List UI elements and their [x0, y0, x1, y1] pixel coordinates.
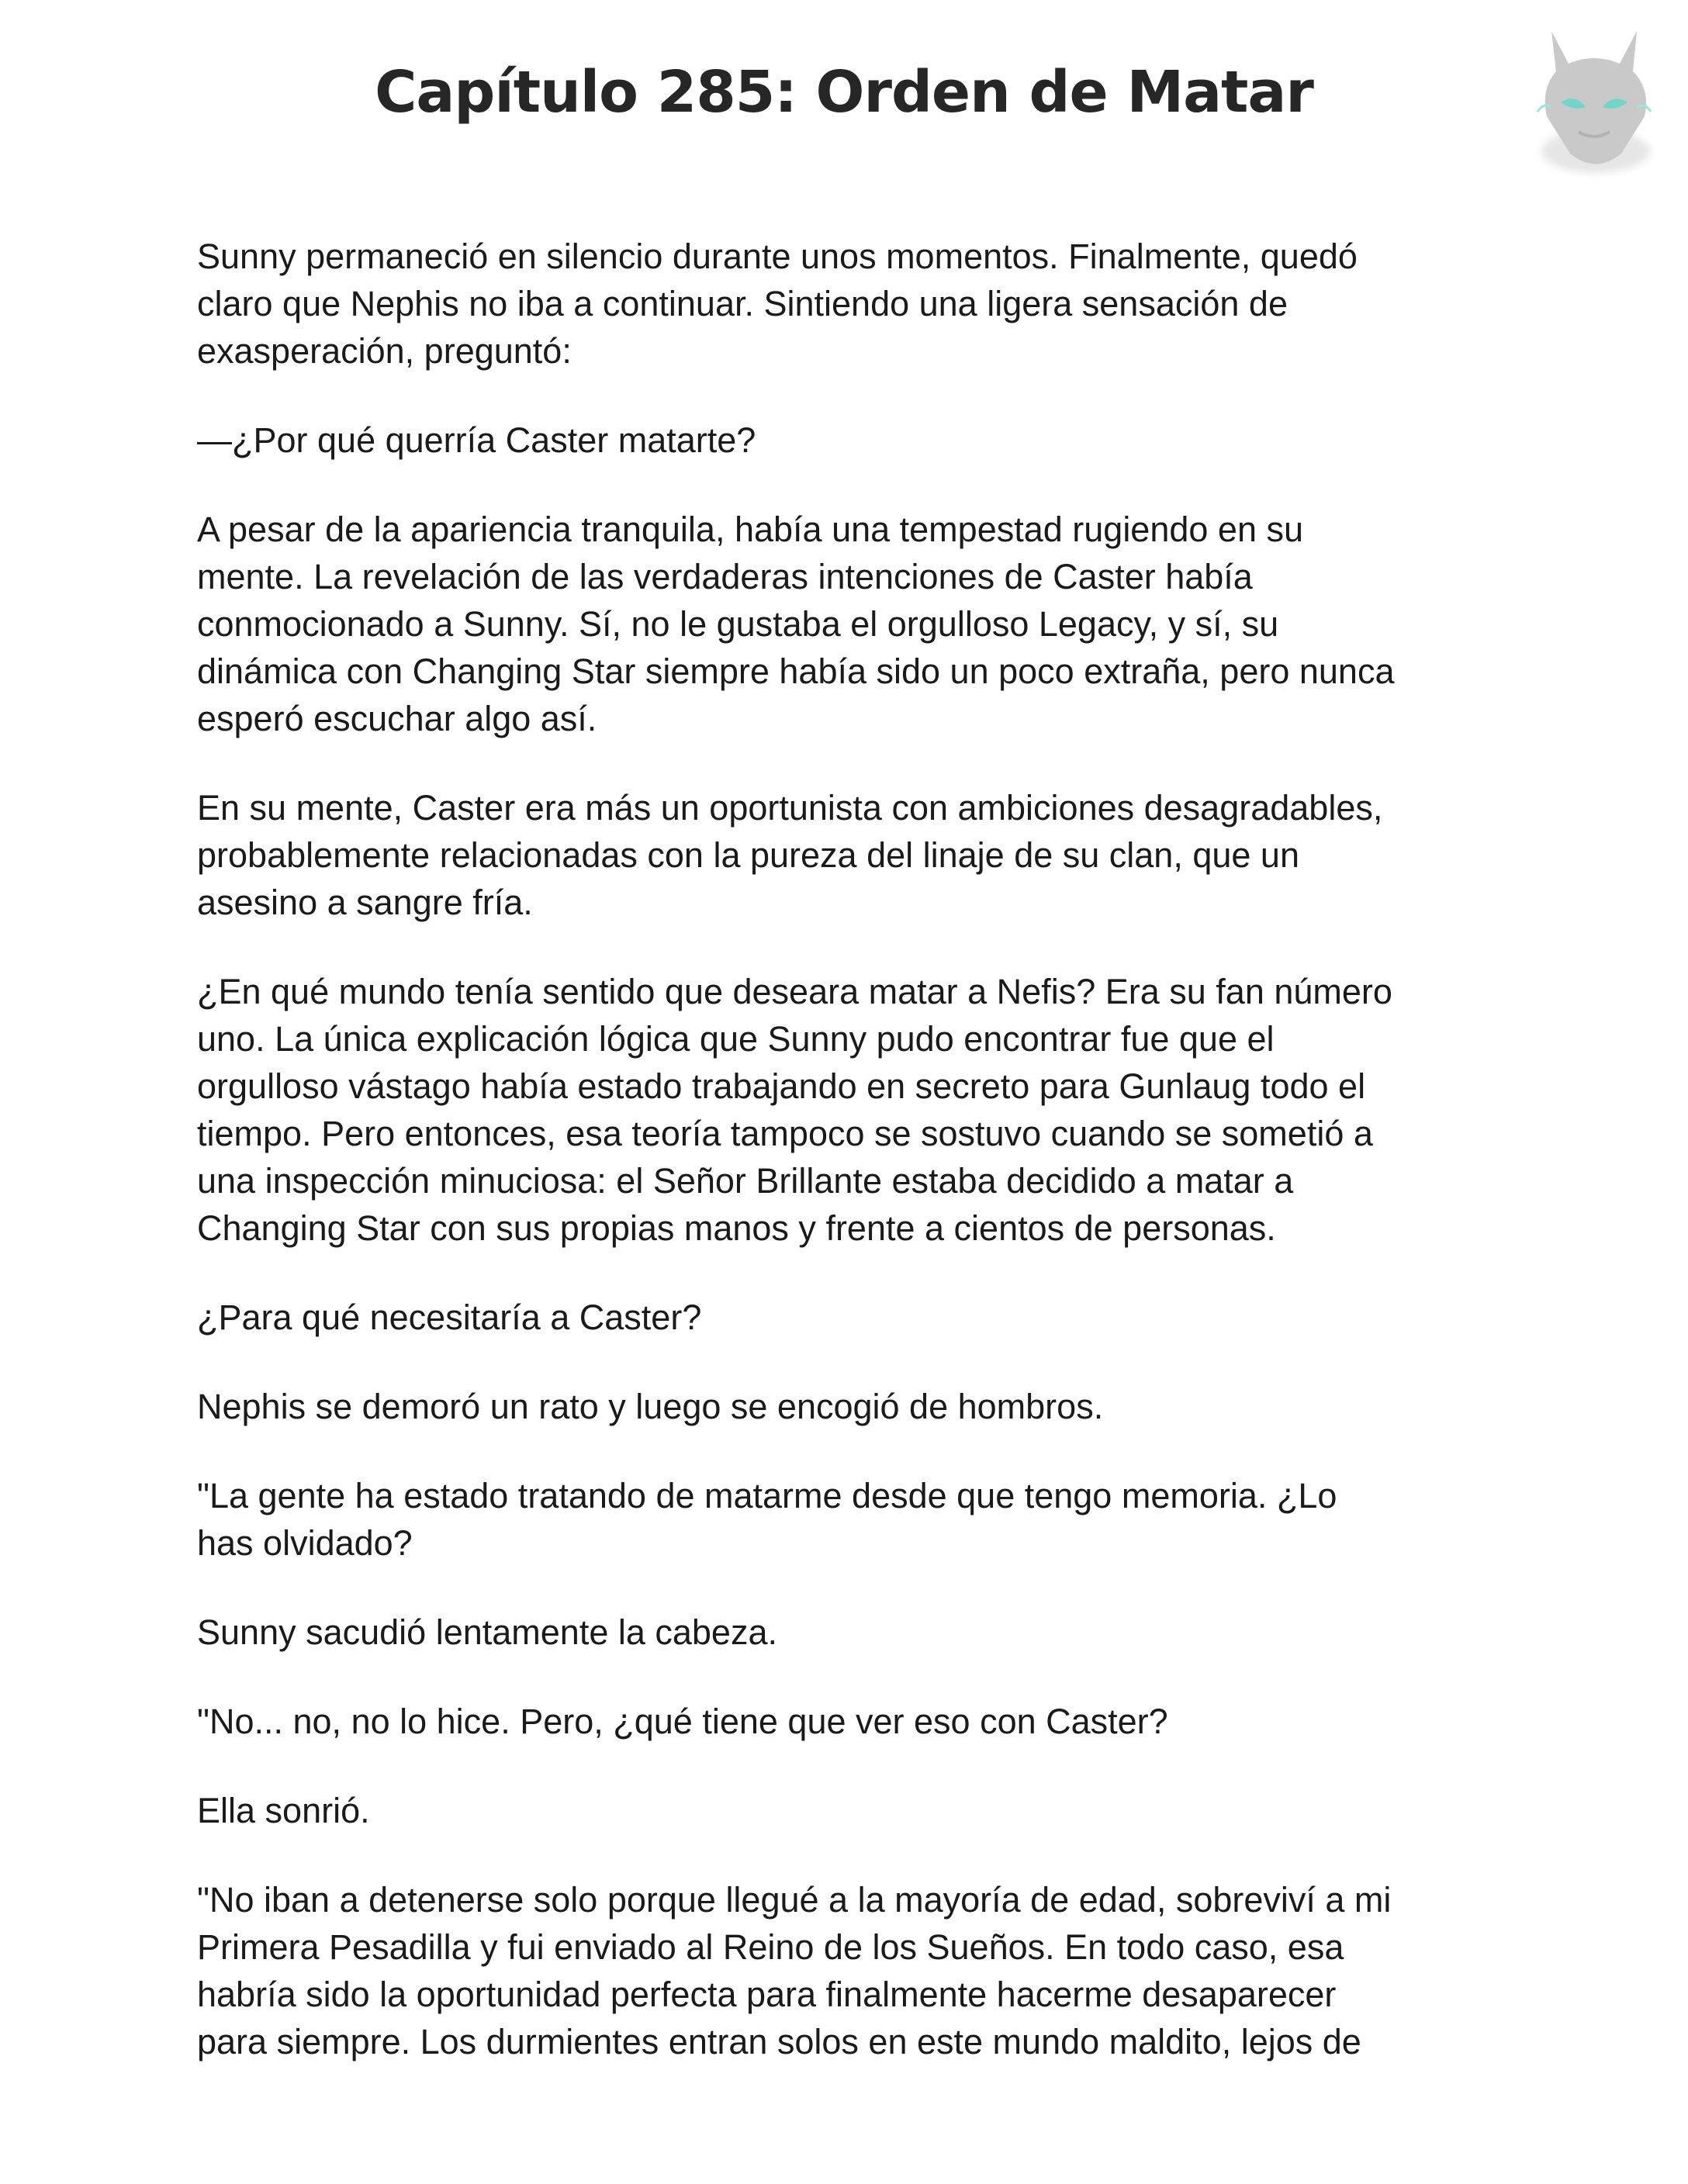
- paragraph: ¿Para qué necesitaría a Caster?: [197, 1298, 702, 1337]
- chapter-body: [197, 233, 1500, 2107]
- paragraph: Ella sonrió.: [197, 1791, 370, 1830]
- demon-head-logo-icon: [1520, 16, 1668, 186]
- paragraph: Sunny permaneció en silencio durante unos momentos. Finalmente, quedó claro que Nephis no iba a continuar. Sintiendo una ligera sensación de exasperación, preguntó:: [197, 237, 1358, 371]
- paragraph: En su mente, Caster era más un oportunista con ambiciones desagradables, probablemente relacionadas con la pureza del linaje de su clan, que un asesino a sangre fría.: [197, 788, 1383, 922]
- paragraph: "La gente ha estado tratando de matarme desde que tengo memoria. ¿Lo has olvidado?: [197, 1476, 1337, 1563]
- paragraph: Sunny sacudió lentamente la cabeza.: [197, 1612, 777, 1652]
- paragraph: —¿Por qué querría Caster matarte?: [197, 420, 756, 460]
- paragraph: "No... no, no lo hice. Pero, ¿qué tiene que ver eso con Caster?: [197, 1702, 1168, 1741]
- chapter-title: Capítulo 285: Orden de Matar: [375, 59, 1313, 126]
- paragraph: ¿En qué mundo tenía sentido que deseara matar a Nefis? Era su fan número uno. La única explicación lógica que Sunny pudo encontrar fue que el orgulloso vástago había estado trabajando en secreto para Gunlaug todo el tiempo. Pero entonces, esa teoría tampoco se sostuvo cuando se sometió a una inspección minuciosa: el Señor Brillante estaba decidido a matar a Changing Star con sus propias manos y frente a cientos de personas.: [197, 972, 1392, 1248]
- paragraph: "No iban a detenerse solo porque llegué a la mayoría de edad, sobreviví a mi Primera Pesadilla y fui enviado al Reino de los Sueños. En todo caso, esa habría sido la oportunidad perfecta para finalmente hacerme desaparecer para siempre. Los durmientes entran solos en este mundo maldito, lejos de: [197, 1880, 1392, 2061]
- paragraph: Nephis se demoró un rato y luego se encogió de hombros.: [197, 1387, 1104, 1426]
- paragraph: A pesar de la apariencia tranquila, había una tempestad rugiendo en su mente. La revelación de las verdaderas intenciones de Caster había conmocionado a Sunny. Sí, no le gustaba el orgulloso Legacy, y sí, su dinámica con Changing Star siempre había sido un poco extraña, pero nunca esperó escuchar algo así.: [197, 510, 1395, 738]
